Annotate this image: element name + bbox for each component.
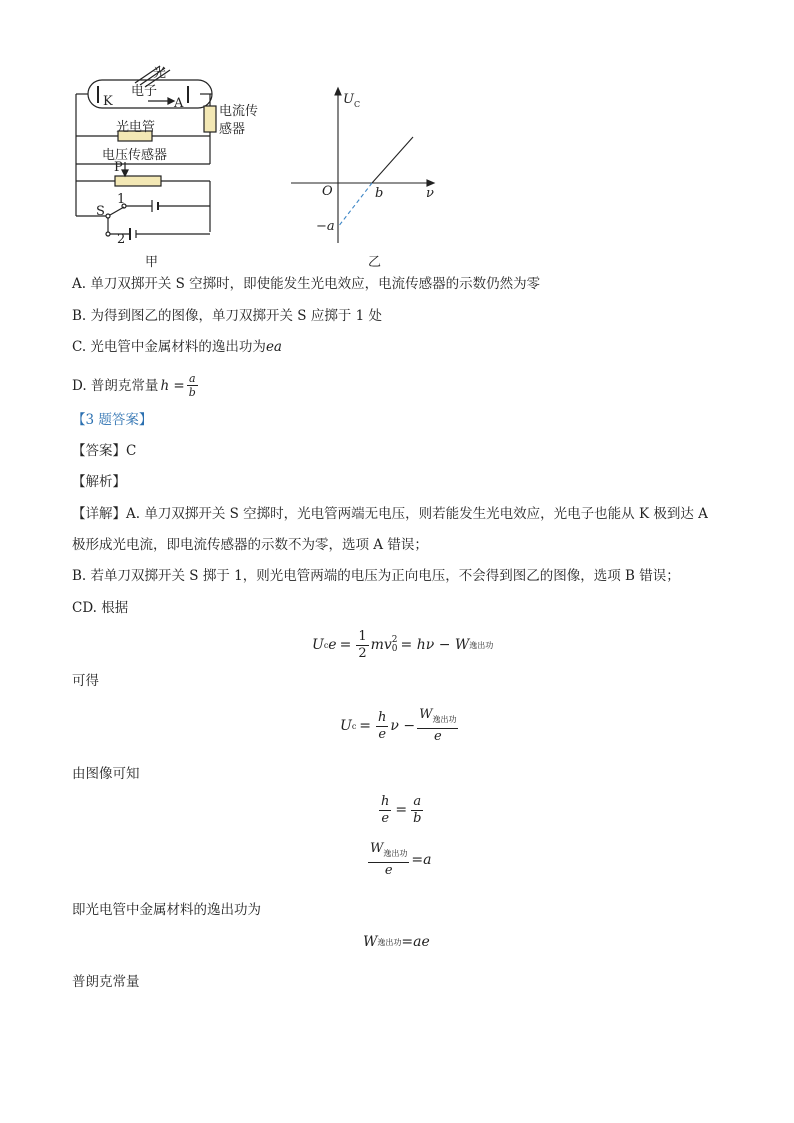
eq1-half [356,629,368,662]
option-d-fraction [187,372,198,399]
eq2-frac-w [417,707,458,745]
graph-ylabel-text: U [343,92,354,107]
eq2-U: U [340,718,352,734]
detail-line-3: B. 若单刀双掷开关 S 掷于 1，则光电管两端的电压为正向电压，不会得到图乙的图像，选项 B 错误； [72,568,680,584]
eq1-num: 1 [358,628,367,644]
caption-jia: 甲 [145,255,159,270]
eq1-wsub: 逸出功 [469,640,494,650]
eq1-equals: = [339,637,352,653]
eq3-frac-a [411,794,423,827]
graph-ylabel [343,92,360,109]
label-one: 1 [117,192,126,207]
eq1-sub: c [323,640,329,650]
option-d-den: b [188,386,196,399]
label-current-sensor-1: 电流传 [219,104,259,119]
detail-line-1: 【详解】A. 单刀双掷开关 S 空掷时，光电管两端无电压，则若能发生光电效应，光电子也能从 K 极到达 A [72,506,708,522]
option-d-text: D. 普朗克常量 [72,377,159,394]
uc-nu-graph [285,85,440,250]
equation-3 [377,790,425,830]
equation-4 [366,840,431,880]
eq1-e: e [328,637,337,653]
eq1-scripts [392,636,398,654]
equation-2 [340,706,460,746]
eq4-num [368,841,409,863]
label-light: 光 [153,66,167,81]
eq2-e: e [378,726,387,742]
label-A: A [174,96,184,111]
circuit-diagram [60,58,290,268]
then-line-3: 即光电管中金属材料的逸出功为 [72,902,261,918]
eq1-den: 2 [358,645,367,661]
eq2-h: h [378,709,387,725]
eq2-w-num [417,707,458,729]
eq1-sup: 2 [391,635,398,645]
answer-line [72,442,136,460]
eq2-sub: c [351,721,357,731]
label-current-sensor-2: 感器 [219,122,246,137]
then-line-1: 可得 [72,673,99,689]
answer-text: 【答案】C [72,443,137,459]
option-c [72,338,282,356]
graph-neg-a: −a [316,219,335,234]
label-phototube: 光电管 [116,120,156,135]
option-d-num: a [188,372,196,385]
eq1-mv: mv [370,637,392,653]
label-voltage-sensor: 电压传感器 [102,148,168,163]
eq5-wsub: 逸出功 [377,937,402,947]
equation-1 [312,625,493,665]
eq4-frac [368,841,409,879]
eq4-e: e [384,863,393,878]
graph-ylabel-sub: C [353,100,361,109]
label-P: P [114,160,123,175]
eq3-a: a [413,793,422,809]
label-two: 2 [117,232,126,247]
eq1-rest: = hν − W [400,637,470,653]
option-d [72,372,200,399]
eq2-equals: = [359,718,372,734]
option-b: B. 为得到图乙的图像，单刀双掷开关 S 应掷于 1 处 [72,308,383,324]
eq5-W: W [363,934,378,950]
eq3-e: e [381,810,390,826]
eq2-wsub: 逸出功 [432,715,457,724]
detail-line-4: CD. 根据 [72,600,129,616]
option-c-text: C. 光电管中金属材料的逸出功为 [72,339,266,355]
eq3-b: b [413,810,422,826]
eq3-h: h [381,793,390,809]
option-d-lhs: h = [160,377,185,394]
analysis-tag: 【解析】 [72,474,126,490]
graph-origin: O [322,184,333,199]
eq2-e2: e [433,729,442,744]
eq2-W: W [419,707,433,722]
equation-5 [363,930,430,954]
eq1-v0sub: 0 [391,644,398,654]
eq1-U: U [312,637,324,653]
question-answer-tag: 【3 题答案】 [72,412,153,428]
eq4-wsub: 逸出功 [383,849,408,858]
label-S: S [96,204,105,219]
eq3-equals: = [395,802,408,818]
caption-yi: 乙 [368,255,382,270]
detail-line-2: 极形成光电流，即电流传感器的示数不为零，选项 A 错误； [72,537,428,553]
eq4-W: W [370,841,384,856]
graph-xlabel: ν [426,186,434,201]
eq2-frac-h [376,710,388,743]
option-a: A. 单刀双掷开关 S 空掷时，即使能发生光电效应，电流传感器的示数仍然为零 [72,276,541,292]
graph-b: b [375,186,384,201]
eq5-rhs: =ae [401,934,430,950]
eq4-rhs: =a [411,852,432,868]
then-line-4: 普朗克常量 [72,974,140,990]
eq3-frac-h [379,794,391,827]
label-electron: 电子 [131,84,158,99]
eq2-nu: ν − [390,718,416,734]
label-K: K [103,94,113,109]
then-line-2: 由图像可知 [72,766,140,782]
option-c-math: ea [265,339,282,355]
